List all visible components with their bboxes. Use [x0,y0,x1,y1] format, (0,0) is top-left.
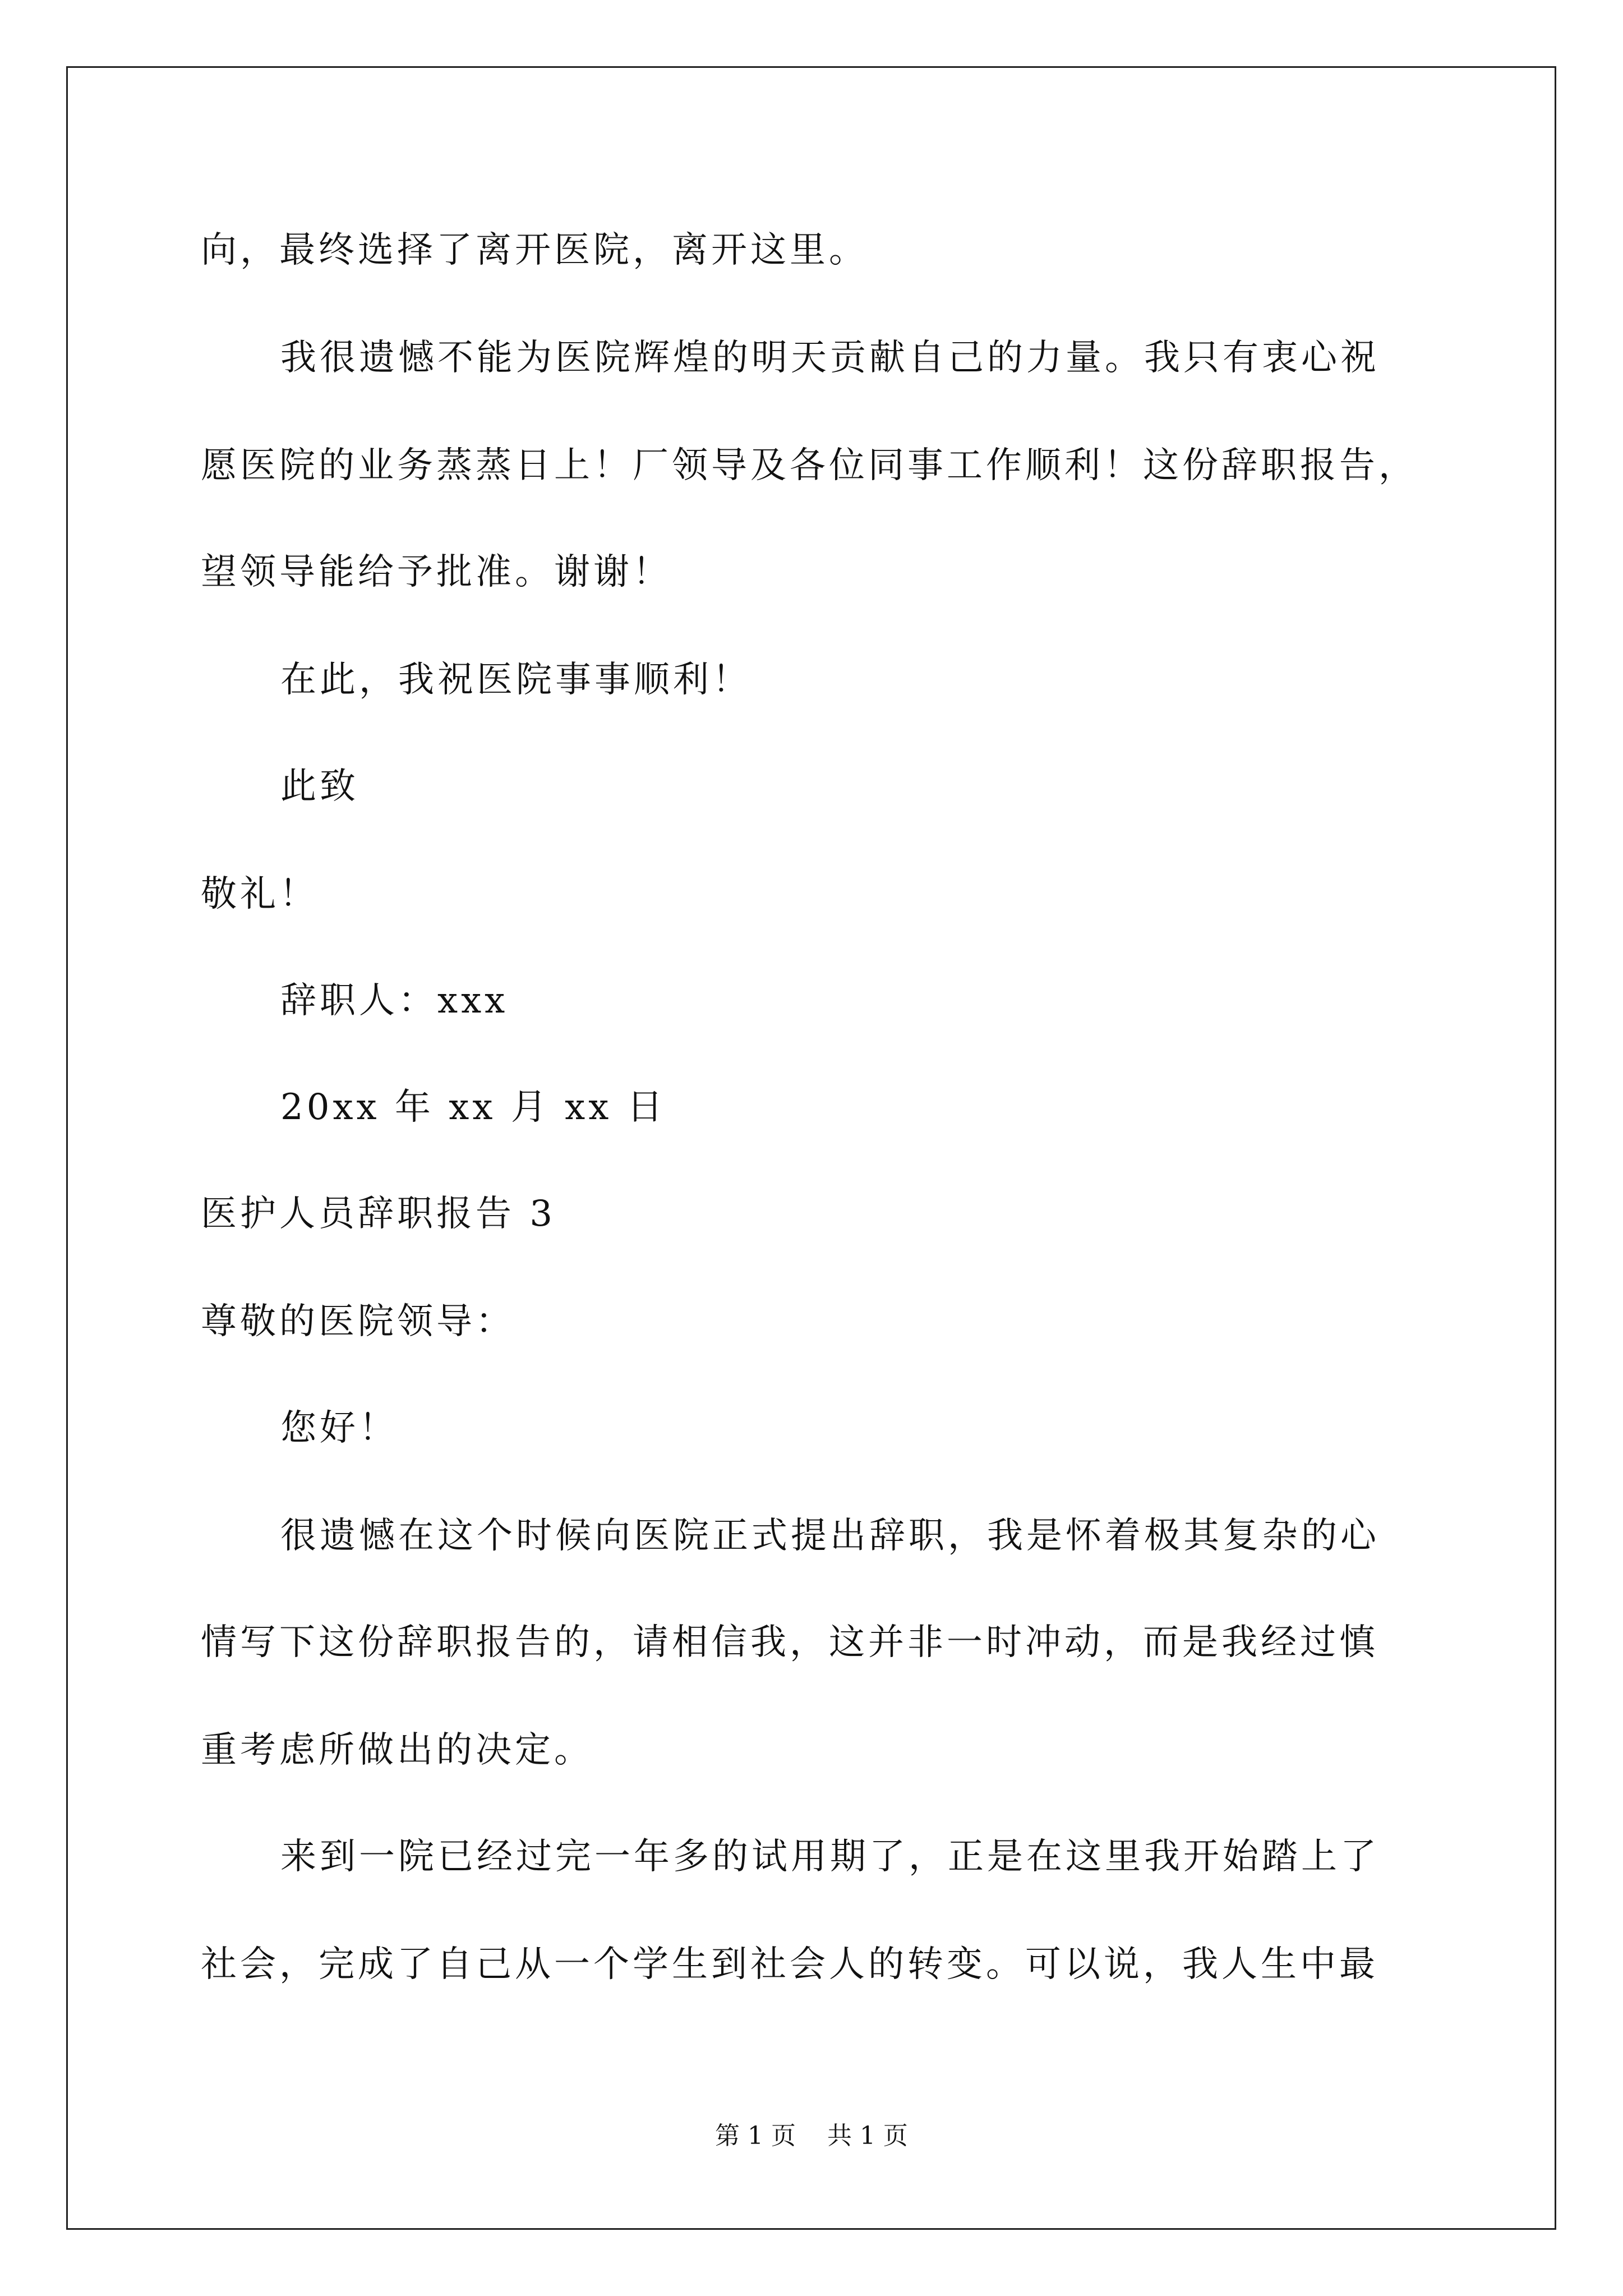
text-line-9: 20xx 年 xx 月 xx 日 [280,1087,666,1128]
page-border [66,66,1556,2230]
text-line-16: 来到一院已经过完一年多的试用期了，正是在这里我开始踏上了 [280,1836,1380,1878]
text-line-7: 敬礼！ [201,873,319,915]
text-line-2: 我很遗憾不能为医院辉煌的明天贡献自己的力量。我只有衷心祝 [280,337,1380,379]
text-line-8: 辞职人：xxx [280,980,509,1022]
text-line-1: 向，最终选择了离开医院，离开这里。 [201,229,868,271]
text-line-6: 此致 [280,766,359,807]
text-line-11: 尊敬的医院领导： [201,1301,515,1342]
text-line-14: 情写下这份辞职报告的，请相信我，这并非一时冲动，而是我经过慎 [201,1622,1378,1663]
text-line-3: 愿医院的业务蒸蒸日上！厂领导及各位同事工作顺利！这份辞职报告， [201,445,1418,486]
text-line-4: 望领导能给予批准。谢谢！ [201,551,672,593]
page-footer: 第 1 页 共 1 页 [715,2122,908,2150]
text-line-12: 您好！ [280,1407,398,1449]
text-line-13: 很遗憾在这个时候向医院正式提出辞职，我是怀着极其复杂的心 [280,1515,1380,1557]
text-line-10: 医护人员辞职报告 3 [201,1193,556,1235]
text-line-17: 社会，完成了自己从一个学生到社会人的转变。可以说，我人生中最 [201,1944,1378,1985]
text-line-15: 重考虑所做出的决定。 [201,1729,593,1771]
text-line-5: 在此，我祝医院事事顺利！ [280,659,751,701]
